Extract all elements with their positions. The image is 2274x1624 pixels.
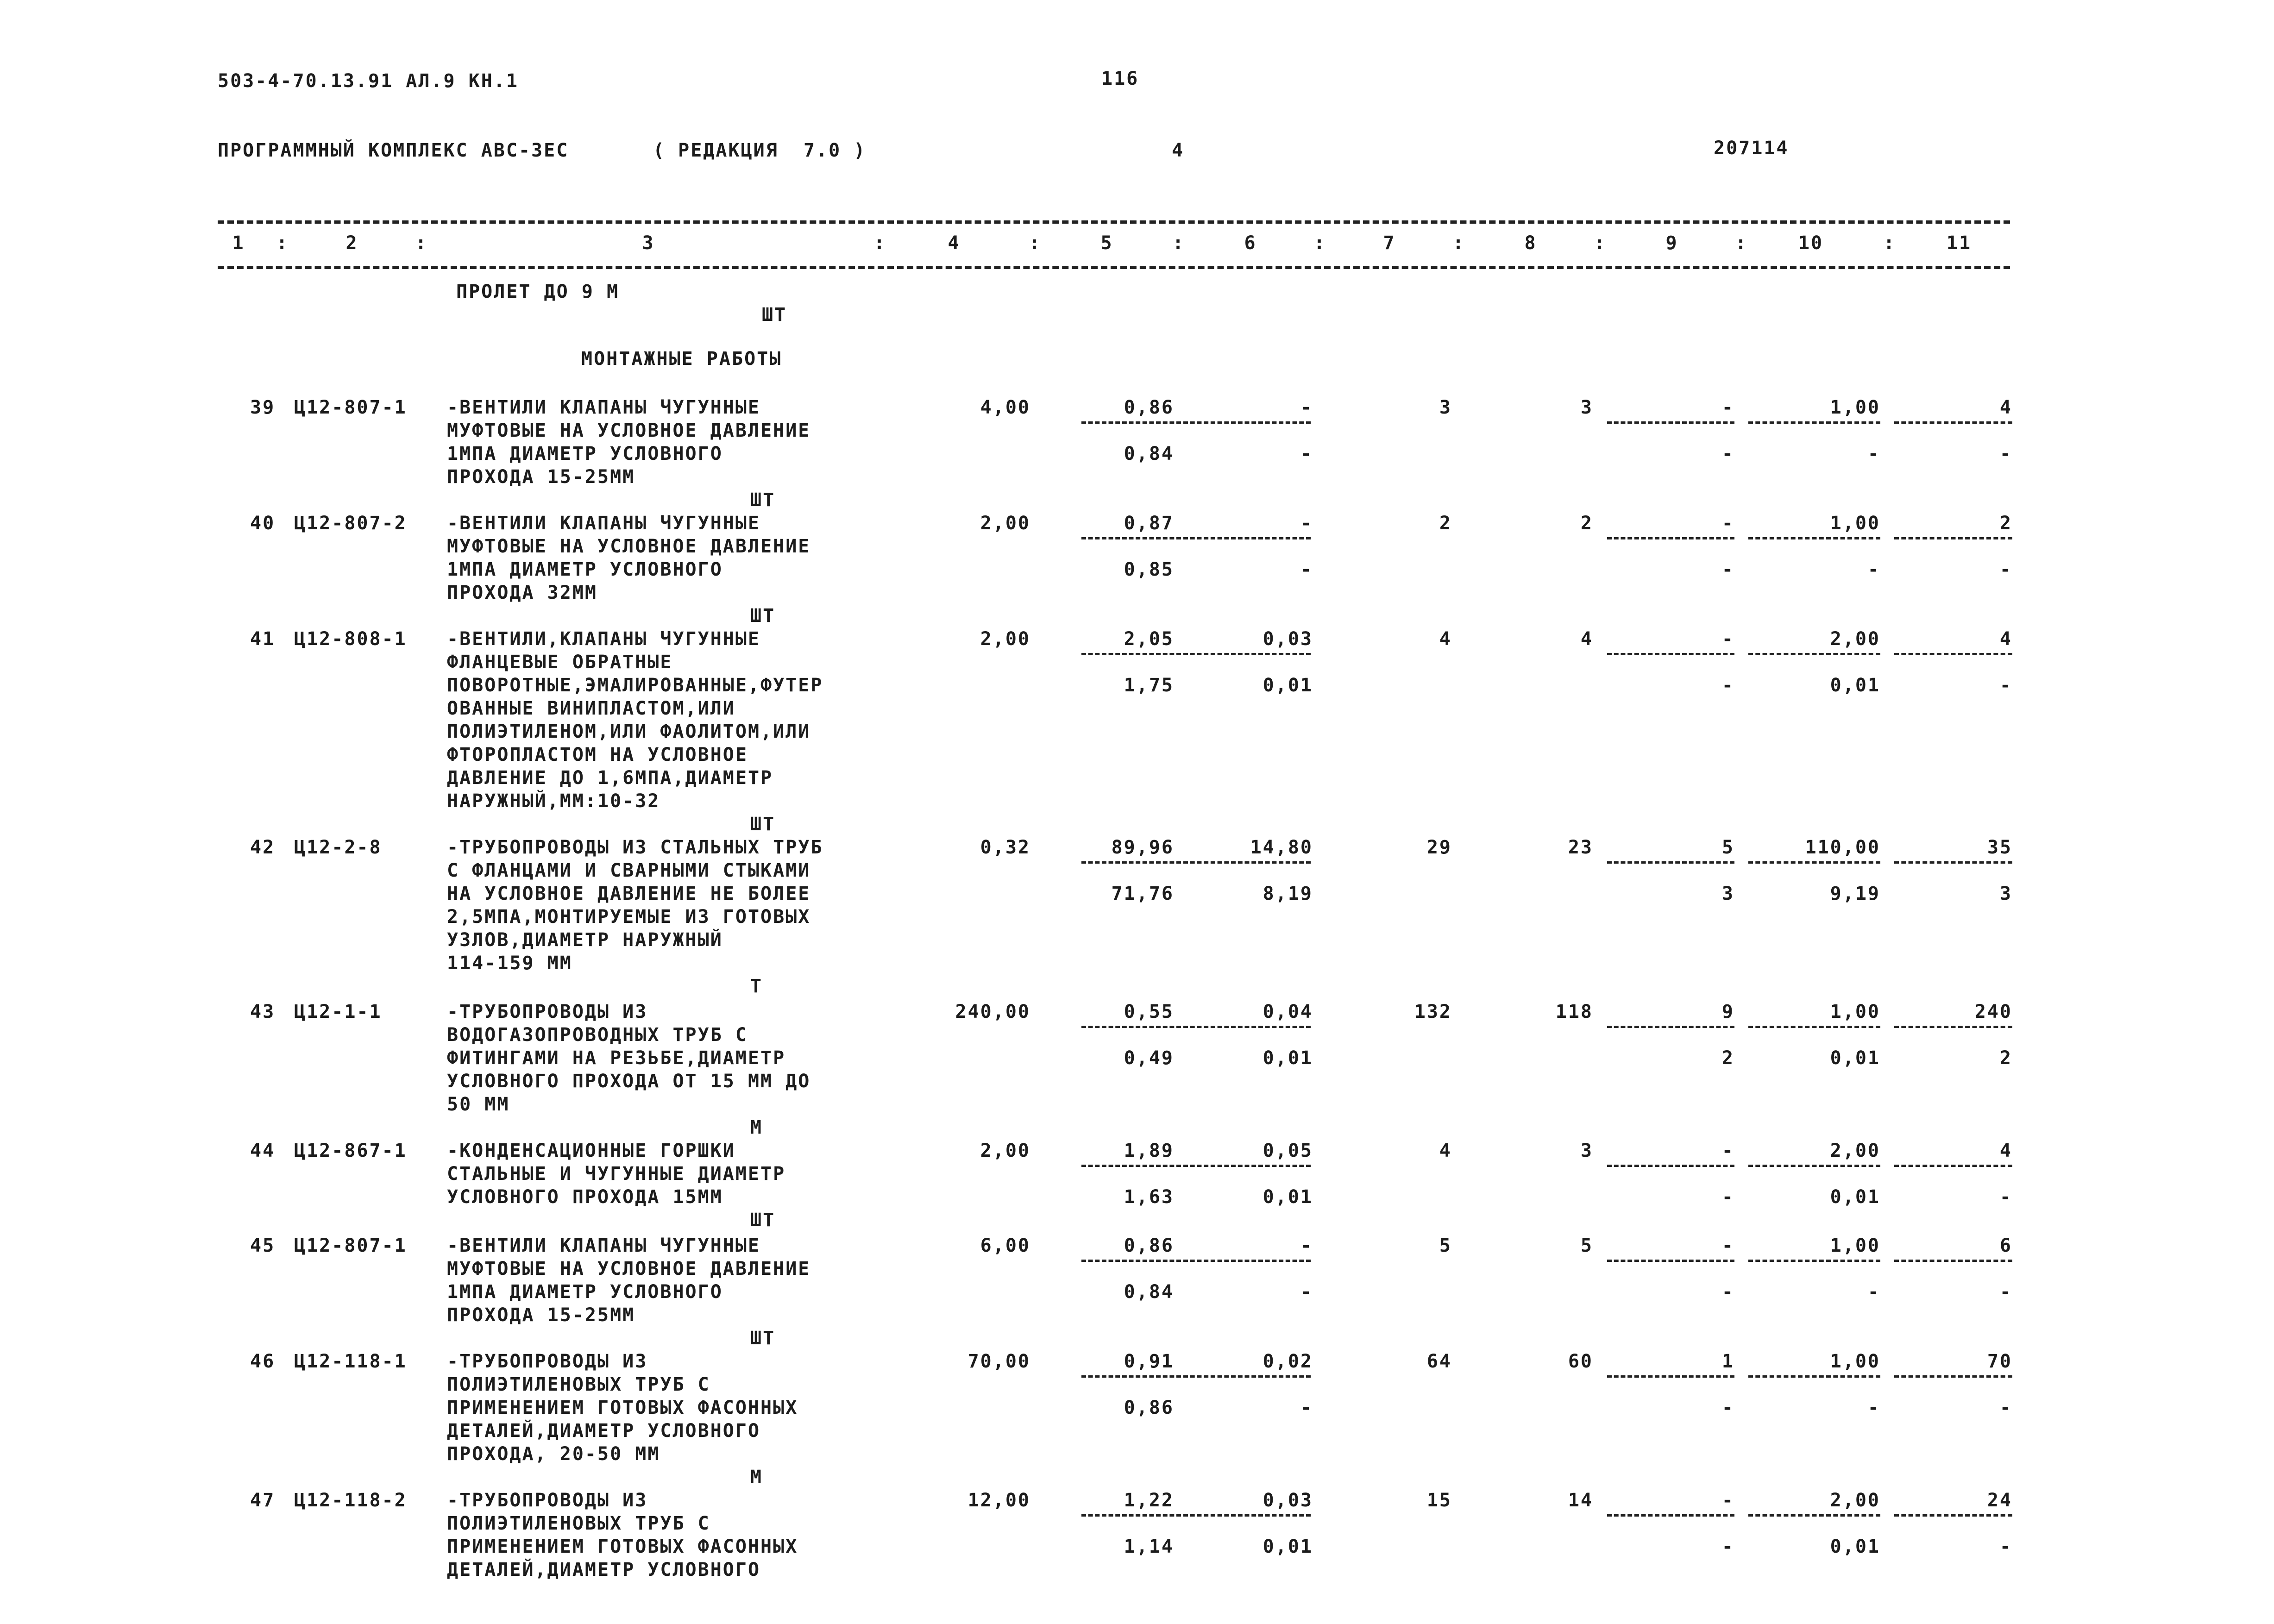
column-header-10: 10	[1798, 232, 1824, 254]
cell-c6_bot: 0,01	[1263, 1047, 1313, 1069]
cell-divider	[1607, 537, 1734, 539]
cell-c10_bot: -	[1867, 443, 1880, 464]
cell-c7: 29	[1426, 837, 1452, 858]
cell-c6_top: 0,03	[1263, 628, 1313, 650]
cell-divider	[1607, 1165, 1734, 1167]
cell-c9_bot: 2	[1721, 1047, 1734, 1069]
cell-divider	[1183, 653, 1311, 655]
cell-c10_top: 1,00	[1830, 1351, 1880, 1372]
table-row	[0, 1139, 2274, 1231]
cell-c4: 6,00	[980, 1235, 1030, 1256]
cell-c5_top: 0,86	[1124, 397, 1174, 418]
cell-c10_bot: -	[1867, 559, 1880, 580]
cell-divider	[1748, 1165, 1880, 1167]
cell-divider	[1607, 1375, 1734, 1378]
row-description-line: С ФЛАНЦАМИ И СВАРНЫМИ СТЫКАМИ	[447, 860, 811, 881]
column-separator: :	[1172, 232, 1185, 254]
row-unit: ШТ	[750, 489, 776, 511]
cell-divider	[1081, 537, 1181, 539]
cell-c5_top: 89,96	[1111, 837, 1174, 858]
column-separator: :	[873, 232, 886, 254]
cell-c10_top: 2,00	[1830, 1140, 1880, 1161]
cell-c10_bot: 0,01	[1830, 1047, 1880, 1069]
column-separator: :	[1735, 232, 1748, 254]
row-description-line: -ВЕНТИЛИ КЛАПАНЫ ЧУГУННЫЕ	[447, 1235, 761, 1256]
cell-divider	[1607, 1514, 1734, 1517]
column-header-8: 8	[1524, 232, 1537, 254]
row-number: 44	[250, 1140, 276, 1161]
cell-divider	[1081, 861, 1181, 864]
row-description-line: УСЛОВНОГО ПРОХОДА 15ММ	[447, 1186, 723, 1208]
cell-divider	[1183, 537, 1311, 539]
cell-c4: 2,00	[980, 513, 1030, 534]
row-description-line: МУФТОВЫЕ НА УСЛОВНОЕ ДАВЛЕНИЕ	[447, 420, 811, 441]
cell-c6_top: -	[1300, 1235, 1313, 1256]
cell-c9_top: -	[1721, 628, 1734, 650]
cell-c9_bot: -	[1721, 559, 1734, 580]
row-description-line: -ТРУБОПРОВОДЫ ИЗ СТАЛЬНЫХ ТРУБ	[447, 837, 823, 858]
cell-c11_top: 6	[1999, 1235, 2012, 1256]
row-unit: М	[750, 1117, 763, 1138]
cell-c6_bot: -	[1300, 559, 1313, 580]
cell-divider	[1748, 1375, 1880, 1378]
cell-divider	[1081, 1260, 1181, 1262]
column-separator: :	[1594, 232, 1607, 254]
row-unit: Т	[750, 976, 763, 997]
cell-divider	[1607, 861, 1734, 864]
cell-c9_top: 1	[1721, 1351, 1734, 1372]
cell-c11_top: 240	[1974, 1001, 2012, 1022]
cell-divider	[1894, 1514, 2012, 1517]
cell-divider	[1894, 537, 2012, 539]
header-rule-top	[218, 220, 2010, 224]
row-description-line: НА УСЛОВНОЕ ДАВЛЕНИЕ НЕ БОЛЕЕ	[447, 883, 811, 904]
cell-divider	[1183, 421, 1311, 424]
row-description-line: -ВЕНТИЛИ КЛАПАНЫ ЧУГУННЫЕ	[447, 397, 761, 418]
cell-c9_bot: -	[1721, 1186, 1734, 1208]
cell-c11_top: 24	[1987, 1490, 2012, 1511]
row-description-line: 2,5МПА,МОНТИРУЕМЫЕ ИЗ ГОТОВЫХ	[447, 906, 811, 928]
cell-c9_top: -	[1721, 397, 1734, 418]
cell-c5_top: 1,89	[1124, 1140, 1174, 1161]
cell-divider	[1081, 1165, 1181, 1167]
row-description-line: ДЕТАЛЕЙ,ДИАМЕТР УСЛОВНОГО	[447, 1559, 761, 1580]
section-number: 4	[1172, 140, 1185, 161]
cell-c5_top: 0,87	[1124, 513, 1174, 534]
cell-c9_bot: -	[1721, 1281, 1734, 1303]
cell-c6_top: 0,02	[1263, 1351, 1313, 1372]
cell-c9_bot: 3	[1721, 883, 1734, 904]
cell-c8: 3	[1580, 397, 1593, 418]
cell-c11_bot: -	[1999, 559, 2012, 580]
cell-c6_top: -	[1300, 513, 1313, 534]
cell-c6_bot: 0,01	[1263, 1536, 1313, 1557]
cell-c6_top: 0,05	[1263, 1140, 1313, 1161]
cell-c6_bot: 0,01	[1263, 1186, 1313, 1208]
table-row	[0, 627, 2274, 835]
row-code: Ц12-807-1	[294, 397, 407, 418]
cell-divider	[1081, 653, 1181, 655]
row-description-line: -ТРУБОПРОВОДЫ ИЗ	[447, 1351, 648, 1372]
row-description-line: ФТОРОПЛАСТОМ НА УСЛОВНОЕ	[447, 744, 748, 765]
cell-c10_bot: 0,01	[1830, 1186, 1880, 1208]
row-description-line: 1МПА ДИАМЕТР УСЛОВНОГО	[447, 1281, 723, 1303]
cell-c7: 4	[1439, 628, 1452, 650]
cell-c11_bot: -	[1999, 1186, 2012, 1208]
cell-c4: 0,32	[980, 837, 1030, 858]
cell-divider	[1748, 653, 1880, 655]
row-description-line: ОВАННЫЕ ВИНИПЛАСТОМ,ИЛИ	[447, 698, 735, 719]
cell-c4: 2,00	[980, 628, 1030, 650]
cell-divider	[1081, 421, 1181, 424]
cell-c11_top: 4	[1999, 1140, 2012, 1161]
cell-c10_bot: 0,01	[1830, 1536, 1880, 1557]
row-code: Ц12-2-8	[294, 837, 382, 858]
cell-divider	[1607, 1260, 1734, 1262]
cell-c10_top: 110,00	[1805, 837, 1880, 858]
cell-divider	[1183, 1375, 1311, 1378]
row-description-line: УЗЛОВ,ДИАМЕТР НАРУЖНЫЙ	[447, 929, 723, 951]
cell-divider	[1894, 861, 2012, 864]
row-description-line: -КОНДЕНСАЦИОННЫЕ ГОРШКИ	[447, 1140, 735, 1161]
cell-divider	[1894, 1260, 2012, 1262]
column-separator: :	[1883, 232, 1896, 254]
cell-c7: 2	[1439, 513, 1452, 534]
row-code: Ц12-118-2	[294, 1490, 407, 1511]
cell-c5_bot: 0,86	[1124, 1397, 1174, 1418]
cell-c7: 132	[1414, 1001, 1452, 1022]
cell-c7: 64	[1426, 1351, 1452, 1372]
row-description-line: ПРОХОДА 15-25ММ	[447, 1304, 635, 1326]
cell-divider	[1081, 1514, 1181, 1517]
cell-c6_bot: 0,01	[1263, 675, 1313, 696]
cell-c7: 5	[1439, 1235, 1452, 1256]
cell-divider	[1183, 1260, 1311, 1262]
cell-c5_bot: 1,63	[1124, 1186, 1174, 1208]
cell-c6_bot: -	[1300, 443, 1313, 464]
cell-divider	[1748, 421, 1880, 424]
row-description-line: 1МПА ДИАМЕТР УСЛОВНОГО	[447, 559, 723, 580]
row-description-line: СТАЛЬНЫЕ И ЧУГУННЫЕ ДИАМЕТР	[447, 1163, 786, 1185]
cell-c8: 118	[1555, 1001, 1593, 1022]
column-header-1: 1	[232, 232, 245, 254]
cell-c4: 4,00	[980, 397, 1030, 418]
intro-line: ПРОЛЕТ ДО 9 М	[456, 281, 620, 302]
row-description-line: ПРИМЕНЕНИЕМ ГОТОВЫХ ФАСОННЫХ	[447, 1397, 798, 1418]
cell-divider	[1748, 1514, 1880, 1517]
row-description-line: -ТРУБОПРОВОДЫ ИЗ	[447, 1001, 648, 1022]
row-code: Ц12-1-1	[294, 1001, 382, 1022]
cell-c9_top: 5	[1721, 837, 1734, 858]
doc-code: 503-4-70.13.91 АЛ.9 КН.1	[218, 70, 519, 92]
row-description-line: 50 ММ	[447, 1094, 510, 1115]
cell-c5_bot: 0,84	[1124, 443, 1174, 464]
row-description-line: ФЛАНЦЕВЫЕ ОБРАТНЫЕ	[447, 652, 673, 673]
cell-c11_top: 35	[1987, 837, 2012, 858]
cell-c10_top: 1,00	[1830, 397, 1880, 418]
cell-c10_top: 2,00	[1830, 1490, 1880, 1511]
row-description-line: -ТРУБОПРОВОДЫ ИЗ	[447, 1490, 648, 1511]
row-code: Ц12-807-2	[294, 513, 407, 534]
cell-c6_top: 14,80	[1250, 837, 1313, 858]
cell-c6_top: 0,03	[1263, 1490, 1313, 1511]
row-description-line: ПОВОРОТНЫЕ,ЭМАЛИРОВАННЫЕ,ФУТЕР	[447, 675, 823, 696]
cell-divider	[1894, 653, 2012, 655]
cell-divider	[1894, 1375, 2012, 1378]
cell-c11_bot: -	[1999, 443, 2012, 464]
row-description-line: МУФТОВЫЕ НА УСЛОВНОЕ ДАВЛЕНИЕ	[447, 1258, 811, 1279]
row-description-line: НАРУЖНЫЙ,ММ:10-32	[447, 790, 660, 812]
column-header-3: 3	[642, 232, 655, 254]
row-description-line: -ВЕНТИЛИ,КЛАПАНЫ ЧУГУННЫЕ	[447, 628, 761, 650]
cell-c10_top: 1,00	[1830, 1001, 1880, 1022]
row-description-line: ПРИМЕНЕНИЕМ ГОТОВЫХ ФАСОННЫХ	[447, 1536, 798, 1557]
row-number: 47	[250, 1490, 276, 1511]
cell-c5_top: 0,86	[1124, 1235, 1174, 1256]
row-description-line: ПОЛИЭТИЛЕНОВЫХ ТРУБ С	[447, 1374, 710, 1395]
cell-c10_top: 1,00	[1830, 513, 1880, 534]
cell-c6_bot: -	[1300, 1281, 1313, 1303]
cell-c11_bot: 3	[1999, 883, 2012, 904]
cell-c11_top: 4	[1999, 397, 2012, 418]
cell-c4: 240,00	[955, 1001, 1030, 1022]
cell-c10_top: 2,00	[1830, 628, 1880, 650]
row-unit: ШТ	[750, 814, 776, 835]
cell-c9_bot: -	[1721, 675, 1734, 696]
edition: ( РЕДАКЦИЯ 7.0 )	[653, 140, 867, 161]
row-number: 39	[250, 397, 276, 418]
cell-c4: 70,00	[967, 1351, 1030, 1372]
cell-c9_top: -	[1721, 1490, 1734, 1511]
cell-c7: 4	[1439, 1140, 1452, 1161]
cell-c6_top: 0,04	[1263, 1001, 1313, 1022]
cell-c5_bot: 0,49	[1124, 1047, 1174, 1069]
row-description-line: ФИТИНГАМИ НА РЕЗЬБЕ,ДИАМЕТР	[447, 1047, 786, 1069]
cell-c11_bot: 2	[1999, 1047, 2012, 1069]
cell-c5_top: 1,22	[1124, 1490, 1174, 1511]
cell-c7: 15	[1426, 1490, 1452, 1511]
column-separator: :	[415, 232, 428, 254]
row-description-line: ПОЛИЭТИЛЕНОВЫХ ТРУБ С	[447, 1513, 710, 1534]
row-unit: ШТ	[750, 1210, 776, 1231]
cell-c11_bot: -	[1999, 1281, 2012, 1303]
row-description-line: МУФТОВЫЕ НА УСЛОВНОЕ ДАВЛЕНИЕ	[447, 536, 811, 557]
cell-c8: 2	[1580, 513, 1593, 534]
row-code: Ц12-808-1	[294, 628, 407, 650]
cell-c5_top: 0,91	[1124, 1351, 1174, 1372]
cell-divider	[1748, 861, 1880, 864]
cell-c10_bot: -	[1867, 1281, 1880, 1303]
cell-c4: 2,00	[980, 1140, 1030, 1161]
column-header-9: 9	[1665, 232, 1678, 254]
row-unit: ШТ	[750, 1328, 776, 1349]
cell-c5_top: 0,55	[1124, 1001, 1174, 1022]
cell-c10_bot: -	[1867, 1397, 1880, 1418]
cell-divider	[1894, 1165, 2012, 1167]
cell-divider	[1183, 1026, 1311, 1028]
row-description-line: ВОДОГАЗОПРОВОДНЫХ ТРУБ С	[447, 1024, 748, 1046]
row-unit: ШТ	[750, 605, 776, 627]
row-code: Ц12-867-1	[294, 1140, 407, 1161]
row-number: 45	[250, 1235, 276, 1256]
cell-c9_bot: -	[1721, 443, 1734, 464]
row-number: 41	[250, 628, 276, 650]
cell-c9_bot: -	[1721, 1397, 1734, 1418]
cell-c7: 3	[1439, 397, 1452, 418]
cell-c11_bot: -	[1999, 675, 2012, 696]
cell-divider	[1894, 421, 2012, 424]
intro-unit: ШТ	[762, 304, 787, 326]
cell-c4: 12,00	[967, 1490, 1030, 1511]
column-header-5: 5	[1100, 232, 1113, 254]
cell-c5_bot: 71,76	[1111, 883, 1174, 904]
page-number: 116	[1101, 68, 1139, 89]
row-description-line: ПРОХОДА 15-25ММ	[447, 466, 635, 488]
cell-divider	[1607, 421, 1734, 424]
column-header-7: 7	[1383, 232, 1396, 254]
table-row	[0, 1234, 2274, 1349]
cell-c11_bot: -	[1999, 1397, 2012, 1418]
cell-c6_bot: -	[1300, 1397, 1313, 1418]
cell-c9_bot: -	[1721, 1536, 1734, 1557]
cell-divider	[1748, 1260, 1880, 1262]
cell-c5_bot: 1,14	[1124, 1536, 1174, 1557]
cell-c8: 5	[1580, 1235, 1593, 1256]
cell-c6_top: -	[1300, 397, 1313, 418]
cell-c8: 23	[1568, 837, 1593, 858]
cell-divider	[1748, 1026, 1880, 1028]
cell-c10_top: 1,00	[1830, 1235, 1880, 1256]
cell-c11_bot: -	[1999, 1536, 2012, 1557]
column-header-4: 4	[948, 232, 961, 254]
cell-divider	[1894, 1026, 2012, 1028]
row-description-line: -ВЕНТИЛИ КЛАПАНЫ ЧУГУННЫЕ	[447, 513, 761, 534]
cell-c9_top: -	[1721, 513, 1734, 534]
cell-c11_top: 70	[1987, 1351, 2012, 1372]
row-description-line: ПРОХОДА 32ММ	[447, 582, 597, 603]
program-name: ПРОГРАММНЫЙ КОМПЛЕКС АВС-ЗЕС	[218, 140, 569, 161]
cell-divider	[1183, 861, 1311, 864]
cell-c11_top: 2	[1999, 513, 2012, 534]
column-header-2: 2	[345, 232, 358, 254]
column-header-6: 6	[1244, 232, 1257, 254]
cell-divider	[1748, 537, 1880, 539]
row-description-line: ДЕТАЛЕЙ,ДИАМЕТР УСЛОВНОГО	[447, 1420, 761, 1442]
cell-c8: 60	[1568, 1351, 1593, 1372]
row-description-line: ПОЛИЭТИЛЕНОМ,ИЛИ ФАОЛИТОМ,ИЛИ	[447, 721, 811, 742]
cell-c8: 14	[1568, 1490, 1593, 1511]
cell-c9_top: -	[1721, 1235, 1734, 1256]
cell-c10_bot: 0,01	[1830, 675, 1880, 696]
column-separator: :	[276, 232, 289, 254]
row-code: Ц12-118-1	[294, 1351, 407, 1372]
cell-c11_top: 4	[1999, 628, 2012, 650]
cell-c8: 4	[1580, 628, 1593, 650]
row-description-line: 114-159 ММ	[447, 953, 572, 974]
column-header-11: 11	[1946, 232, 1972, 254]
row-number: 40	[250, 513, 276, 534]
row-description-line: ДАВЛЕНИЕ ДО 1,6МПА,ДИАМЕТР	[447, 767, 773, 789]
row-number: 46	[250, 1351, 276, 1372]
cell-divider	[1607, 653, 1734, 655]
row-description-line: 1МПА ДИАМЕТР УСЛОВНОГО	[447, 443, 723, 464]
row-number: 42	[250, 837, 276, 858]
cell-c5_top: 2,05	[1124, 628, 1174, 650]
cell-c5_bot: 0,84	[1124, 1281, 1174, 1303]
row-description-line: ПРОХОДА, 20-50 ММ	[447, 1443, 660, 1465]
cell-divider	[1607, 1026, 1734, 1028]
cell-c9_top: 9	[1721, 1001, 1734, 1022]
column-separator: :	[1452, 232, 1465, 254]
cell-c9_top: -	[1721, 1140, 1734, 1161]
column-separator: :	[1313, 232, 1326, 254]
row-unit: М	[750, 1467, 763, 1488]
cell-c5_bot: 1,75	[1124, 675, 1174, 696]
cell-divider	[1183, 1514, 1311, 1517]
doc-number: 207114	[1714, 138, 1789, 159]
section-title: МОНТАЖНЫЕ РАБОТЫ	[581, 348, 782, 370]
row-description-line: УСЛОВНОГО ПРОХОДА ОТ 15 ММ ДО	[447, 1071, 811, 1092]
table-row	[0, 1000, 2274, 1138]
cell-divider	[1081, 1375, 1181, 1378]
row-number: 43	[250, 1001, 276, 1022]
cell-c5_bot: 0,85	[1124, 559, 1174, 580]
column-separator: :	[1029, 232, 1042, 254]
cell-c10_bot: 9,19	[1830, 883, 1880, 904]
row-code: Ц12-807-1	[294, 1235, 407, 1256]
cell-c8: 3	[1580, 1140, 1593, 1161]
header-rule-bottom	[218, 266, 2010, 269]
cell-divider	[1081, 1026, 1181, 1028]
cell-c6_bot: 8,19	[1263, 883, 1313, 904]
cell-divider	[1183, 1165, 1311, 1167]
